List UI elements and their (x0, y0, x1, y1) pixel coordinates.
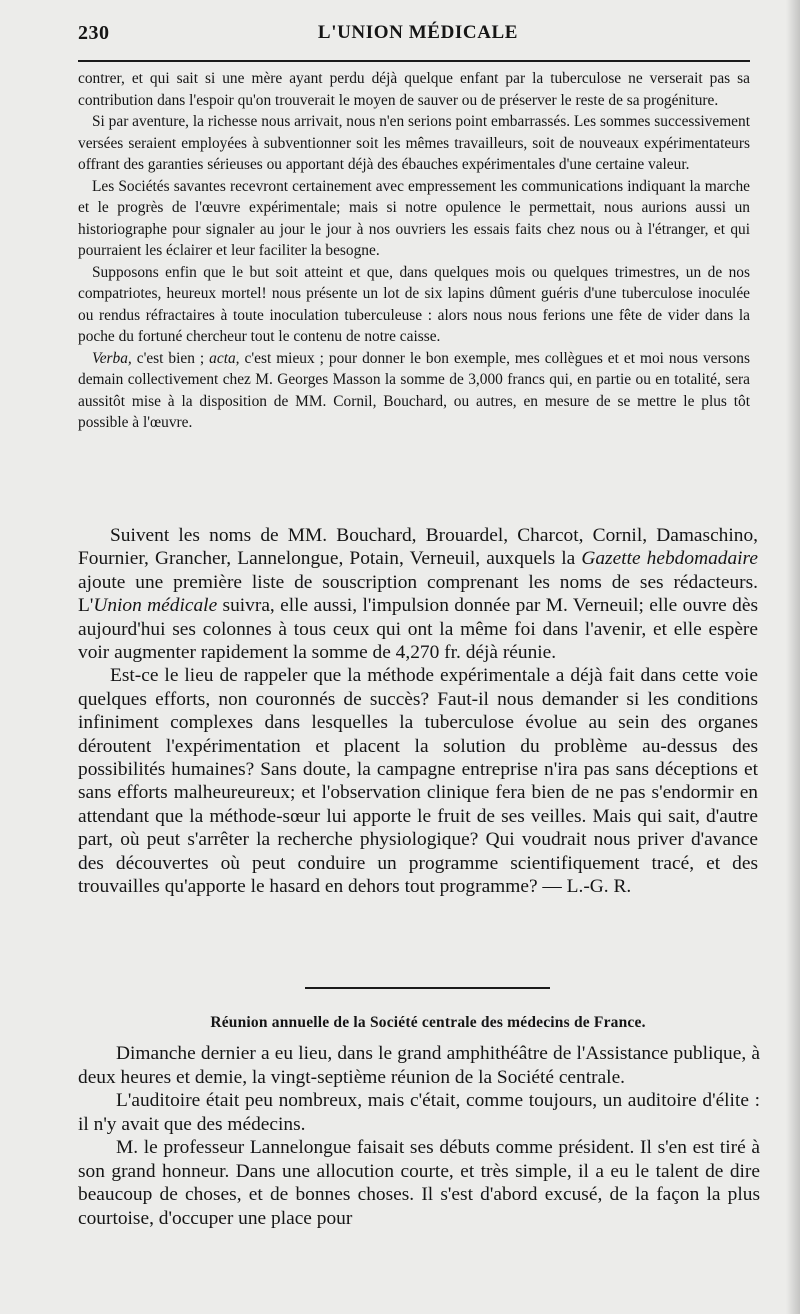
acta-italic: acta, (209, 349, 240, 367)
main-article-section (78, 524, 758, 899)
bottom-paragraph-3: M. le professeur Lannelongue faisait ses débuts comme président. Il s'en est tiré à son grand honneur. Dans une allocution courte, et très simple, il a eu le talent de dire beaucoup de choses, et de bonnes choses. Il s'est d'abord excusé, de la façon la plus courtoise, d'occuper une place pour (78, 1137, 760, 1229)
journal-title: L'UNION MÉDICALE (317, 22, 519, 43)
bottom-paragraph-1: Dimanche dernier a eu lieu, dans le grand amphithéâtre de l'Assistance publique, à deux heures et demie, la vingt-septième réunion de la Société centrale. (78, 1043, 760, 1088)
large-paragraph-2: Est-ce le lieu de rappeler que la méthode expérimentale a déjà fait dans cette voie quelques efforts, non couronnés de succès? Faut-il nous demander si les conditions infiniment complexes dans lesquelles la tuberculose évolue au sein des organes déroutent l'expérimentation et placent la solution du problème au-dessus des possibilités humaines? Sans doute, la campagne entreprise n'ira pas sans déceptions et sans efforts malheureureux; et l'observation clinique fera bien de ne pas s'endormir en attendant que la méthode-sœur lui apporte le fruit de ses veilles. Mais qui sait, d'autre part, où peut s'arrêter la recherche physiologique? Qui voudrait nous priver d'avance des découvertes où peut conduire un programme scientifiquement tracé, et des trouvailles qu'apporte le hasard en dehors tout programme? — L.-G. R. (78, 665, 758, 898)
header-rule (78, 60, 750, 62)
section-separator (305, 987, 550, 989)
large-paragraph-1 (78, 524, 758, 664)
small-paragraph-4: Supposons enfin que le but soit atteint et que, dans quelques mois ou quelques trimestres, un de nos compatriotes, heureux mortel! nous présente un lot de six lapins dûment guéris d'une tuberculose inoculée ou rendus réfractaires à toute inoculation tuberculeuse : alors nous nous ferions une fête de vider dans la poche du fortuné chercheur tout le contenu de notre caisse. (78, 263, 750, 345)
union-title-italic: Union médicale (93, 595, 218, 617)
small-paragraph-1: contrer, et qui sait si une mère ayant perdu déjà quelque enfant par la tuberculose ne verserait pas sa contribution dans l'espoir qu'on trouverait le moyen de sauver ou de préserver le reste de sa progéniture. (78, 70, 750, 109)
page-header (78, 22, 758, 52)
gazette-title-italic: Gazette hebdomadaire (581, 548, 758, 570)
small-paragraph-5-part-b: c'est mieux ; pour donner le bon exemple, mes collègues et et moi nous versons demain collectivement chez M. Georges Masson la somme de 3,000 francs qui, en partie ou en totalité, sera aussitôt mise à la disposition de MM. Cornil, Bouchard, ou autres, en mesure de se mettre le plus tôt possible à l'œuvre. (78, 349, 750, 431)
large-paragraph-1-part-b: ajoute une première liste de souscription comprenant les noms de ses rédacteurs. L' (78, 571, 758, 617)
section-title: Réunion annuelle de la Société centrale des médecins de France. (210, 1014, 646, 1031)
large-paragraph-1-part-c: suivra, elle aussi, l'impulsion donnée par M. Verneuil; elle ouvre dès aujourd'hui ses colonnes à tous ceux qui ont la même foi dans l'avenir, et elle espère voir augmenter rapidement la somme de 4,270 fr. déjà réunie. (78, 595, 758, 664)
small-paragraph-5-part-a: c'est bien ; (131, 349, 210, 367)
small-paragraph-2: Si par aventure, la richesse nous arrivait, nous n'en serions point embarrassés. Les sommes successivement versées seraient employées à subventionner soit les mêmes travailleurs, soit de nouveaux expérimentateurs offrant des garanties sérieuses ou apportant déjà des ébauches expérimentales d'une certaine valeur. (78, 113, 750, 173)
small-paragraph-3: Les Sociétés savantes recevront certainement avec empressement les communications indiquant la marche et le progrès de l'œuvre expérimentale; mais si notre opulence le permettait, nous aurions aussi un historiographe pour signaler au jour le jour à nos ouvriers les essais faits chez nous ou à l'étranger, et qui pourraient les éclairer et leur faciliter la besogne. (78, 177, 750, 259)
large-paragraph-1-part-a: Suivent les noms de MM. Bouchard, Brouardel, Charcot, Cornil, Damaschino, Fournier, Grancher, Lannelongue, Potain, Verneuil, auxquels la (78, 525, 758, 570)
small-print-section (78, 68, 750, 434)
meeting-report-section (78, 1042, 760, 1230)
bottom-paragraph-2: L'auditoire était peu nombreux, mais c'était, comme toujours, un auditoire d'élite : il n'y avait que des médecins. (78, 1090, 760, 1135)
small-paragraph-5 (78, 348, 750, 434)
verba-italic: Verba, (92, 349, 132, 367)
page-number: 230 (78, 22, 110, 44)
